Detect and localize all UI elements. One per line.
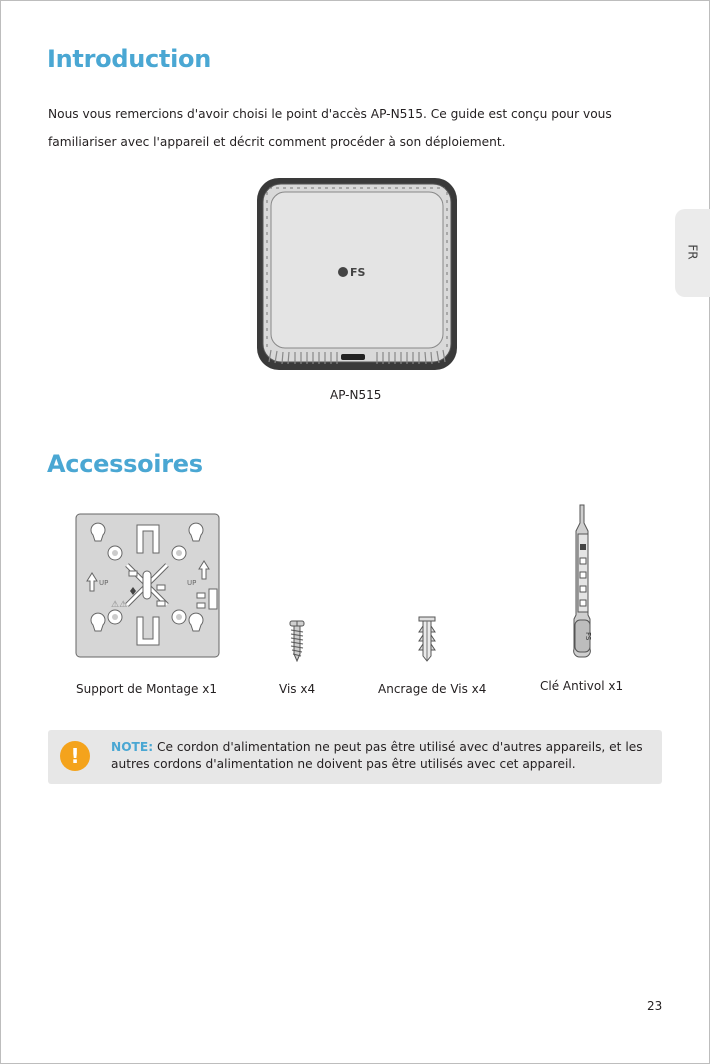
intro-line-1: Nous vous remercions d'avoir choisi le point d'accès AP-N515. Ce guide est conçu pour vous	[48, 107, 612, 121]
accessories-heading: Accessoires	[47, 450, 203, 478]
access-point-illustration	[255, 176, 459, 376]
bracket-up-label-right: UP	[187, 579, 197, 587]
language-tab-label: FR	[685, 244, 700, 260]
key-caption: Clé Antivol x1	[540, 679, 624, 693]
note-box	[48, 730, 662, 784]
language-tab	[675, 209, 710, 297]
antitheft-key-icon	[570, 504, 596, 658]
note-text-line-2: autres cordons d'alimentation ne doivent pas être utilisés avec cet appareil.	[111, 757, 576, 771]
screw-caption: Vis x4	[279, 682, 316, 696]
bracket-up-label-left: UP	[99, 579, 109, 587]
anchor-caption: Ancrage de Vis x4	[378, 682, 487, 696]
device-caption: AP-N515	[330, 388, 382, 402]
key-logo: FS	[584, 632, 592, 641]
note-text-line-1: Ce cordon d'alimentation ne peut pas être utilisé avec d'autres appareils, et les	[153, 740, 643, 754]
screw-icon	[287, 620, 307, 662]
intro-paragraph	[48, 100, 638, 156]
svg-text:⚠⚠: ⚠⚠	[111, 600, 128, 610]
intro-heading: Introduction	[47, 45, 211, 73]
note-text	[111, 739, 656, 773]
mounting-bracket-icon	[75, 513, 221, 659]
bracket-caption: Support de Montage x1	[76, 682, 217, 696]
wall-anchor-icon	[417, 616, 437, 662]
page-number: 23	[647, 999, 663, 1013]
device-logo: FS	[350, 266, 366, 279]
note-label: NOTE:	[111, 740, 154, 754]
intro-line-2: familiariser avec l'appareil et décrit comment procéder à son déploiement.	[48, 135, 506, 149]
warning-icon: !	[60, 741, 90, 771]
